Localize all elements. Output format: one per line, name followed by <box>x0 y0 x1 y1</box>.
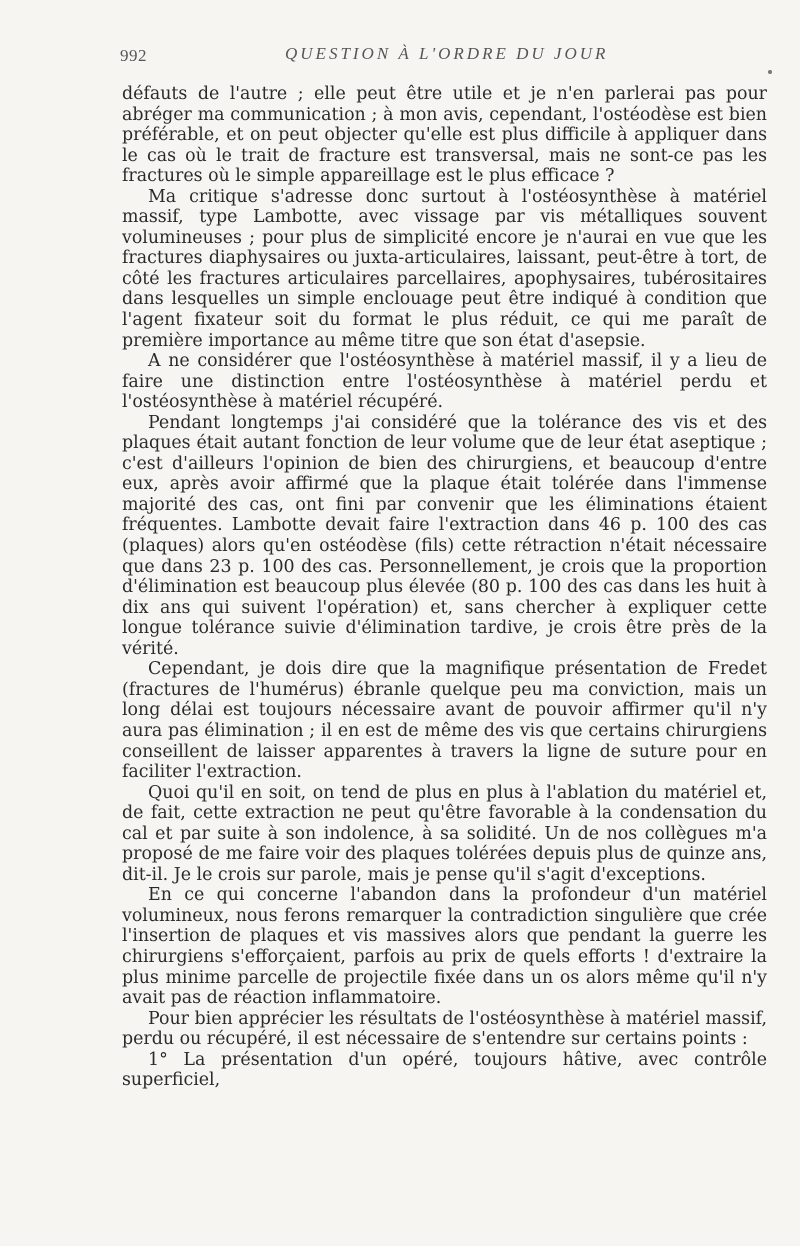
paragraph: Pendant longtemps j'ai considéré que la tolérance des vis et des plaques était autant fonction de leur volume que de leur état aseptique ; c'est d'ailleurs l'opinion de bien des chirurgiens, et beaucoup d'entre eux, après avoir affirmé que la plaque était tolérée dans l'immense majorité des cas, ont fini par convenir que les éliminations étaient fréquentes. Lambotte devait faire l'extraction dans 46 p. 100 des cas (plaques) alors qu'en ostéodèse (fils) cette rétraction n'était nécessaire que dans 23 p. 100 des cas. Personnellement, je crois que la proportion d'élimination est beaucoup plus élevée (80 p. 100 des cas dans les huit à dix ans qui suivent l'opération) et, sans chercher à expliquer cette longue tolérance suivie d'élimination tardive, je crois être près de la vérité. <box>122 412 767 659</box>
page-number: 992 <box>120 46 147 65</box>
paragraph: En ce qui concerne l'abandon dans la profondeur d'un matériel volumineux, nous ferons remarquer la contradiction singulière que crée l'insertion de plaques et vis massives alors que pendant la guerre les chirurgiens s'efforçaient, parfois au prix de quels efforts ! d'extraire la plus minime parcelle de projectile fixée dans un os alors même qu'il n'y avait pas de réaction inflammatoire. <box>122 885 767 1009</box>
paragraph: Ma critique s'adresse donc surtout à l'ostéosynthèse à matériel massif, type Lambotte, avec vissage par vis métalliques souvent volumineuses ; pour plus de simplicité encore je n'aurai en vue que les fractures diaphysaires ou juxta-articulaires, laissant, peut-être à tort, de côté les fractures articulaires parcellaires, apophysaires, tubérositaires dans lesquelles un simple enclouage peut être indiqué à condition que l'agent fixateur soit du format le plus réduit, ce qui me paraît de première importance au même titre que son état d'asepsie. <box>122 186 767 351</box>
paragraph: 1° La présentation d'un opéré, toujours hâtive, avec contrôle superficiel, <box>122 1049 767 1091</box>
paragraph: A ne considérer que l'ostéosynthèse à matériel massif, il y a lieu de faire une distinction entre l'ostéosynthèse à matériel perdu et l'ostéosynthèse à matériel récupéré. <box>122 351 767 413</box>
paragraph: défauts de l'autre ; elle peut être utile et je n'en parlerai pas pour abréger ma communication ; à mon avis, cependant, l'ostéodèse est bien préférable, et on peut objecter qu'elle est plus difficile à appliquer dans le cas où le trait de fracture est transversal, mais ne sont-ce pas les fractures où le simple appareillage est le plus efficace ? <box>122 84 767 187</box>
paragraph: Quoi qu'il en soit, on tend de plus en plus à l'ablation du matériel et, de fait, cette extraction ne peut qu'être favorable à la condensation du cal et par suite à son indolence, à sa solidité. Un de nos collègues m'a proposé de me faire voir des plaques tolérées depuis plus de quinze ans, dit-il. Je le crois sur parole, mais je pense qu'il s'agit d'exceptions. <box>122 782 767 885</box>
running-head <box>120 44 770 70</box>
paragraph: Cependant, je dois dire que la magnifique présentation de Fredet (fractures de l'humérus) ébranle quelque peu ma conviction, mais un long délai est toujours nécessaire avant de pouvoir affirmer qu'il n'y aura pas élimination ; il en est de même des vis que certains chirurgiens conseillent de laisser apparentes à travers la ligne de suture pour en faciliter l'extraction. <box>122 659 767 783</box>
body-text <box>122 84 767 1091</box>
paragraph: Pour bien apprécier les résultats de l'ostéosynthèse à matériel massif, perdu ou récupéré, il est nécessaire de s'entendre sur certains points : <box>122 1008 767 1050</box>
running-title: QUESTION À L'ORDRE DU JOUR <box>285 44 609 63</box>
print-speck-decoration <box>768 70 772 74</box>
